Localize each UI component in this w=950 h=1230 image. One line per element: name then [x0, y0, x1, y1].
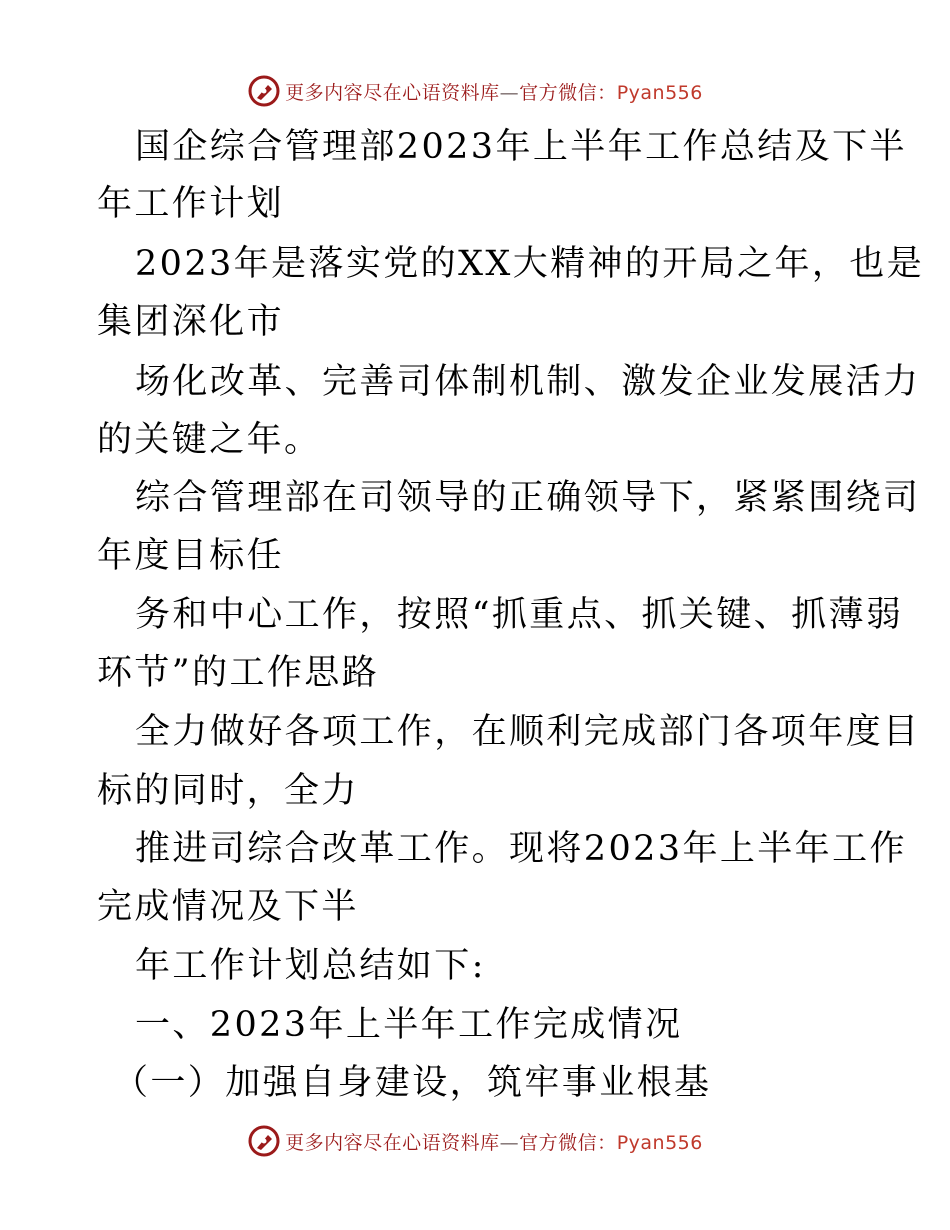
watermark-separator: — — [499, 1131, 520, 1154]
doc-line: 综合管理部在司领导的正确领导下，紧紧围绕司 — [135, 478, 921, 518]
pen-nib-circle-icon — [247, 1124, 281, 1158]
doc-line: 2023年是落实党的XX大精神的开局之年，也是 — [135, 244, 925, 284]
doc-line: 集团深化市 — [97, 302, 285, 342]
doc-line: 场化改革、完善司体制机制、激发企业发展活力 — [135, 362, 921, 402]
doc-line: 年度目标任 — [97, 536, 285, 576]
header-watermark — [0, 71, 950, 111]
subsection-heading: （一）加强自身建设，筑牢事业根基 — [113, 1063, 712, 1103]
watermark-id: Pyan556 — [616, 1131, 703, 1154]
doc-title-line-2: 年工作计划 — [97, 184, 285, 224]
footer-watermark — [0, 1121, 950, 1161]
watermark-brand: 更多内容尽在心语资料库 — [285, 1131, 500, 1154]
watermark-brand: 更多内容尽在心语资料库 — [285, 81, 500, 104]
watermark-separator: — — [499, 81, 520, 104]
watermark-official: 官方微信： — [519, 1131, 617, 1154]
doc-line: 年工作计划总结如下: — [135, 946, 486, 986]
doc-line: 完成情况及下半 — [97, 887, 359, 927]
doc-title-line-1: 国企综合管理部2023年上半年工作总结及下半 — [135, 127, 907, 167]
doc-line: 环节”的工作思路 — [97, 653, 380, 693]
watermark-id: Pyan556 — [616, 81, 703, 104]
section-heading: 一、2023年上半年工作完成情况 — [135, 1005, 683, 1045]
watermark-official: 官方微信： — [519, 81, 617, 104]
doc-line: 务和中心工作，按照“抓重点、抓关键、抓薄弱 — [135, 595, 904, 635]
doc-line: 标的同时，全力 — [97, 771, 359, 811]
doc-line: 的关键之年。 — [97, 420, 322, 460]
pen-nib-circle-icon — [247, 74, 281, 108]
doc-line: 推进司综合改革工作。现将2023年上半年工作 — [135, 829, 907, 869]
doc-line: 全力做好各项工作，在顺利完成部门各项年度目 — [135, 712, 921, 752]
